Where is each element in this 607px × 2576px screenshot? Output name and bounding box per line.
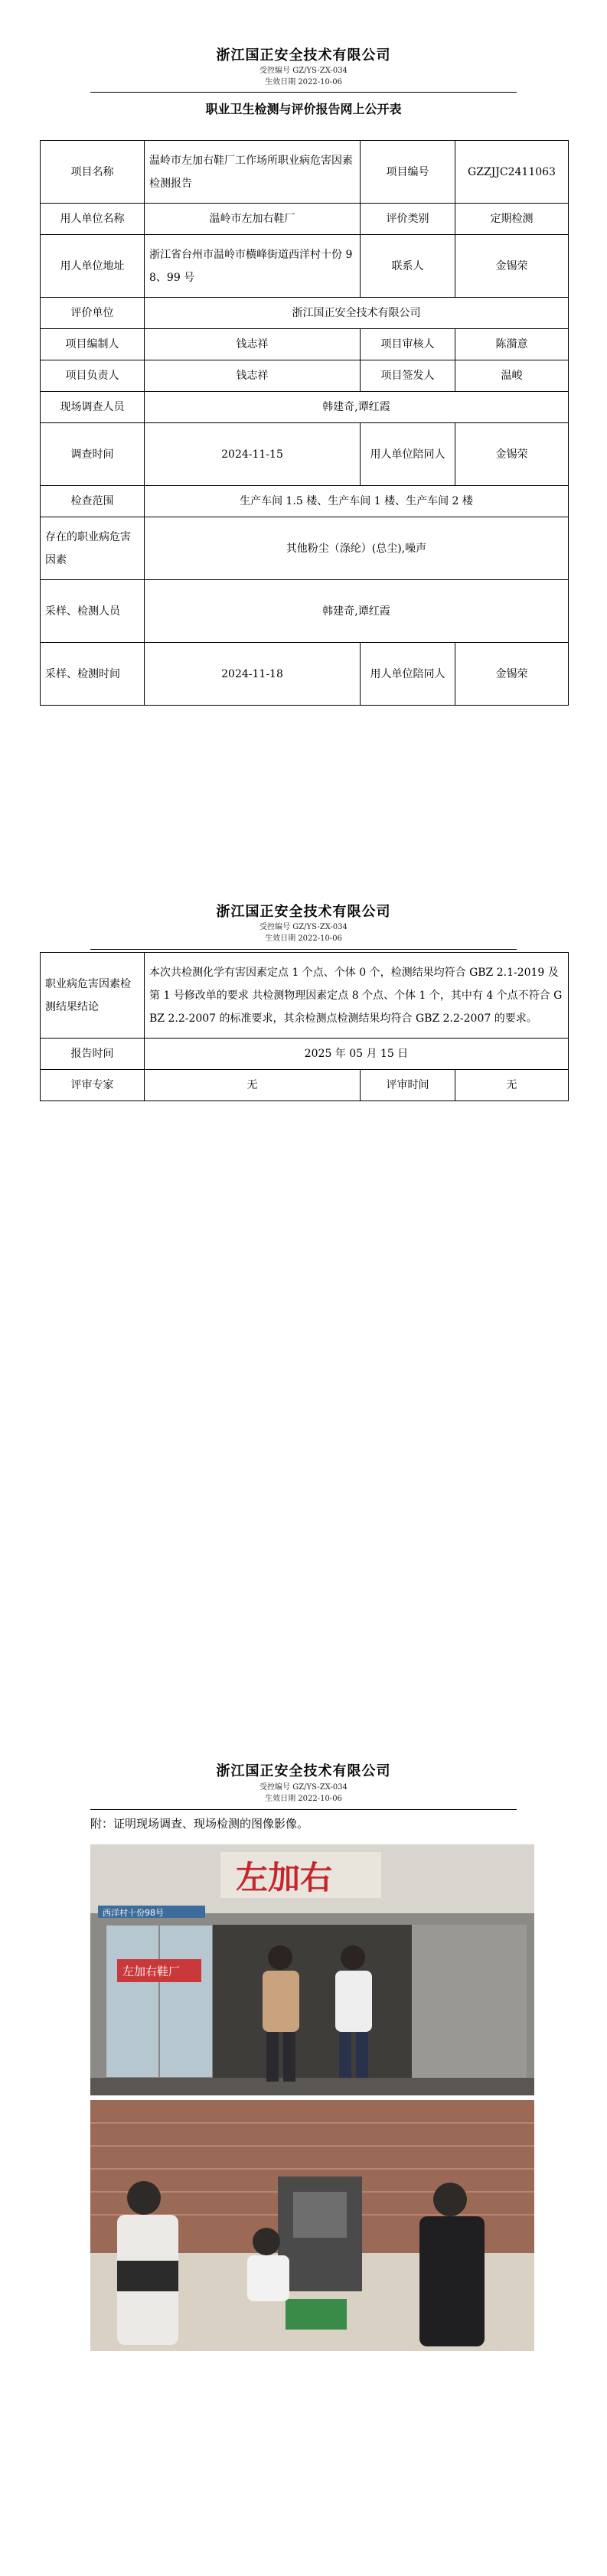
survey-staff-label: 现场调查人员 <box>41 392 145 423</box>
attachment-note: 附：证明现场调查、现场检测的图像影像。 <box>90 1817 309 1831</box>
conclusion-label: 职业病危害因素检测结果结论 <box>41 953 145 1039</box>
expert-label: 评审专家 <box>41 1070 145 1101</box>
contact-label: 联系人 <box>361 235 455 298</box>
document-control-code: 受控编号 GZ/YS-ZX-034 <box>259 67 348 75</box>
project-no-label: 项目编号 <box>361 141 455 204</box>
document-effective-date: 生效日期 2022-10-06 <box>265 1795 342 1803</box>
document-effective-date: 生效日期 2022-10-06 <box>265 78 342 86</box>
employer-value: 温岭市左加右鞋厂 <box>145 204 361 235</box>
company-name-header: 浙江国正安全技术有限公司 <box>216 1763 391 1779</box>
contact-value: 金锡荣 <box>455 235 569 298</box>
eval-unit-label: 评价单位 <box>41 298 145 329</box>
address-value: 浙江省台州市温岭市横峰街道西洋村十份 98、99 号 <box>145 235 361 298</box>
survey-time-label: 调查时间 <box>41 423 145 486</box>
survey-staff-value: 韩建奇,谭红霞 <box>145 392 569 423</box>
sampling-staff-label: 采样、检测人员 <box>41 580 145 643</box>
compiler-label: 项目编制人 <box>41 329 145 360</box>
issuer-value: 温峻 <box>455 360 569 392</box>
project-name-label: 项目名称 <box>41 141 145 204</box>
site-detection-photo <box>90 2100 534 2351</box>
conclusion-text: 本次共检测化学有害因素定点 1 个点、个体 0 个，检测结果均符合 GBZ 2.1-2019 及第 1 号修改单的要求 共检测物理因素定点 8 个点、个体 1 个，其中有 4 个点不符合 GBZ 2.2-2007 的标准要求，其余检测点检测结果均符合 GBZ 2.2-2007 的要求。 <box>145 953 569 1039</box>
accompany2-value: 金锡荣 <box>455 643 569 706</box>
compiler-value: 钱志祥 <box>145 329 361 360</box>
report-time-label: 报告时间 <box>41 1039 145 1070</box>
eval-unit-value: 浙江国正安全技术有限公司 <box>145 298 569 329</box>
accompany2-label: 用人单位陪同人 <box>361 643 455 706</box>
expert-value: 无 <box>145 1070 361 1101</box>
issuer-label: 项目签发人 <box>361 360 455 392</box>
report-time-value: 2025 年 05 月 15 日 <box>145 1039 569 1070</box>
review-time-label: 评审时间 <box>361 1070 455 1101</box>
hazards-label: 存在的职业病危害因素 <box>41 517 145 580</box>
scope-value: 生产车间 1.5 楼、生产车间 1 楼、生产车间 2 楼 <box>145 486 569 517</box>
accompany-value: 金锡荣 <box>455 423 569 486</box>
survey-time-value: 2024-11-15 <box>145 423 361 486</box>
document-control-code: 受控编号 GZ/YS-ZX-034 <box>259 923 348 931</box>
address-label: 用人单位地址 <box>41 235 145 298</box>
leader-label: 项目负责人 <box>41 360 145 392</box>
sampling-time-value: 2024-11-18 <box>145 643 361 706</box>
sampling-time-label: 采样、检测时间 <box>41 643 145 706</box>
header-divider <box>90 92 517 93</box>
project-no-value: GZZJJC2411063 <box>455 141 569 204</box>
storefront-sticker-text: 左加右鞋厂 <box>122 1965 181 1978</box>
disclosure-table <box>40 140 569 706</box>
document-effective-date: 生效日期 2022-10-06 <box>265 934 342 943</box>
reviewer-value: 陈漪意 <box>455 329 569 360</box>
header-divider <box>90 1809 517 1810</box>
project-name-value: 温岭市左加右鞋厂工作场所职业病危害因素检测报告 <box>145 141 361 204</box>
door-number-plate: 西洋村十份98号 <box>103 1908 164 1918</box>
scope-label: 检查范围 <box>41 486 145 517</box>
shop-sign-text: 左加右 <box>236 1859 333 1896</box>
company-name-header: 浙江国正安全技术有限公司 <box>216 904 391 920</box>
accompany-label: 用人单位陪同人 <box>361 423 455 486</box>
conclusion-table <box>40 952 569 1101</box>
document-control-code: 受控编号 GZ/YS-ZX-034 <box>259 1783 348 1792</box>
eval-type-value: 定期检测 <box>455 204 569 235</box>
review-time-value: 无 <box>455 1070 569 1101</box>
hazards-value: 其他粉尘（涤纶）(总尘),噪声 <box>145 517 569 580</box>
company-name-header: 浙江国正安全技术有限公司 <box>216 47 391 64</box>
header-divider <box>90 949 517 950</box>
site-survey-photo <box>90 1844 534 2095</box>
sampling-staff-value: 韩建奇,谭红霞 <box>145 580 569 643</box>
employer-label: 用人单位名称 <box>41 204 145 235</box>
page-title: 职业卫生检测与评价报告网上公开表 <box>205 102 402 116</box>
eval-type-label: 评价类别 <box>361 204 455 235</box>
reviewer-label: 项目审核人 <box>361 329 455 360</box>
leader-value: 钱志祥 <box>145 360 361 392</box>
